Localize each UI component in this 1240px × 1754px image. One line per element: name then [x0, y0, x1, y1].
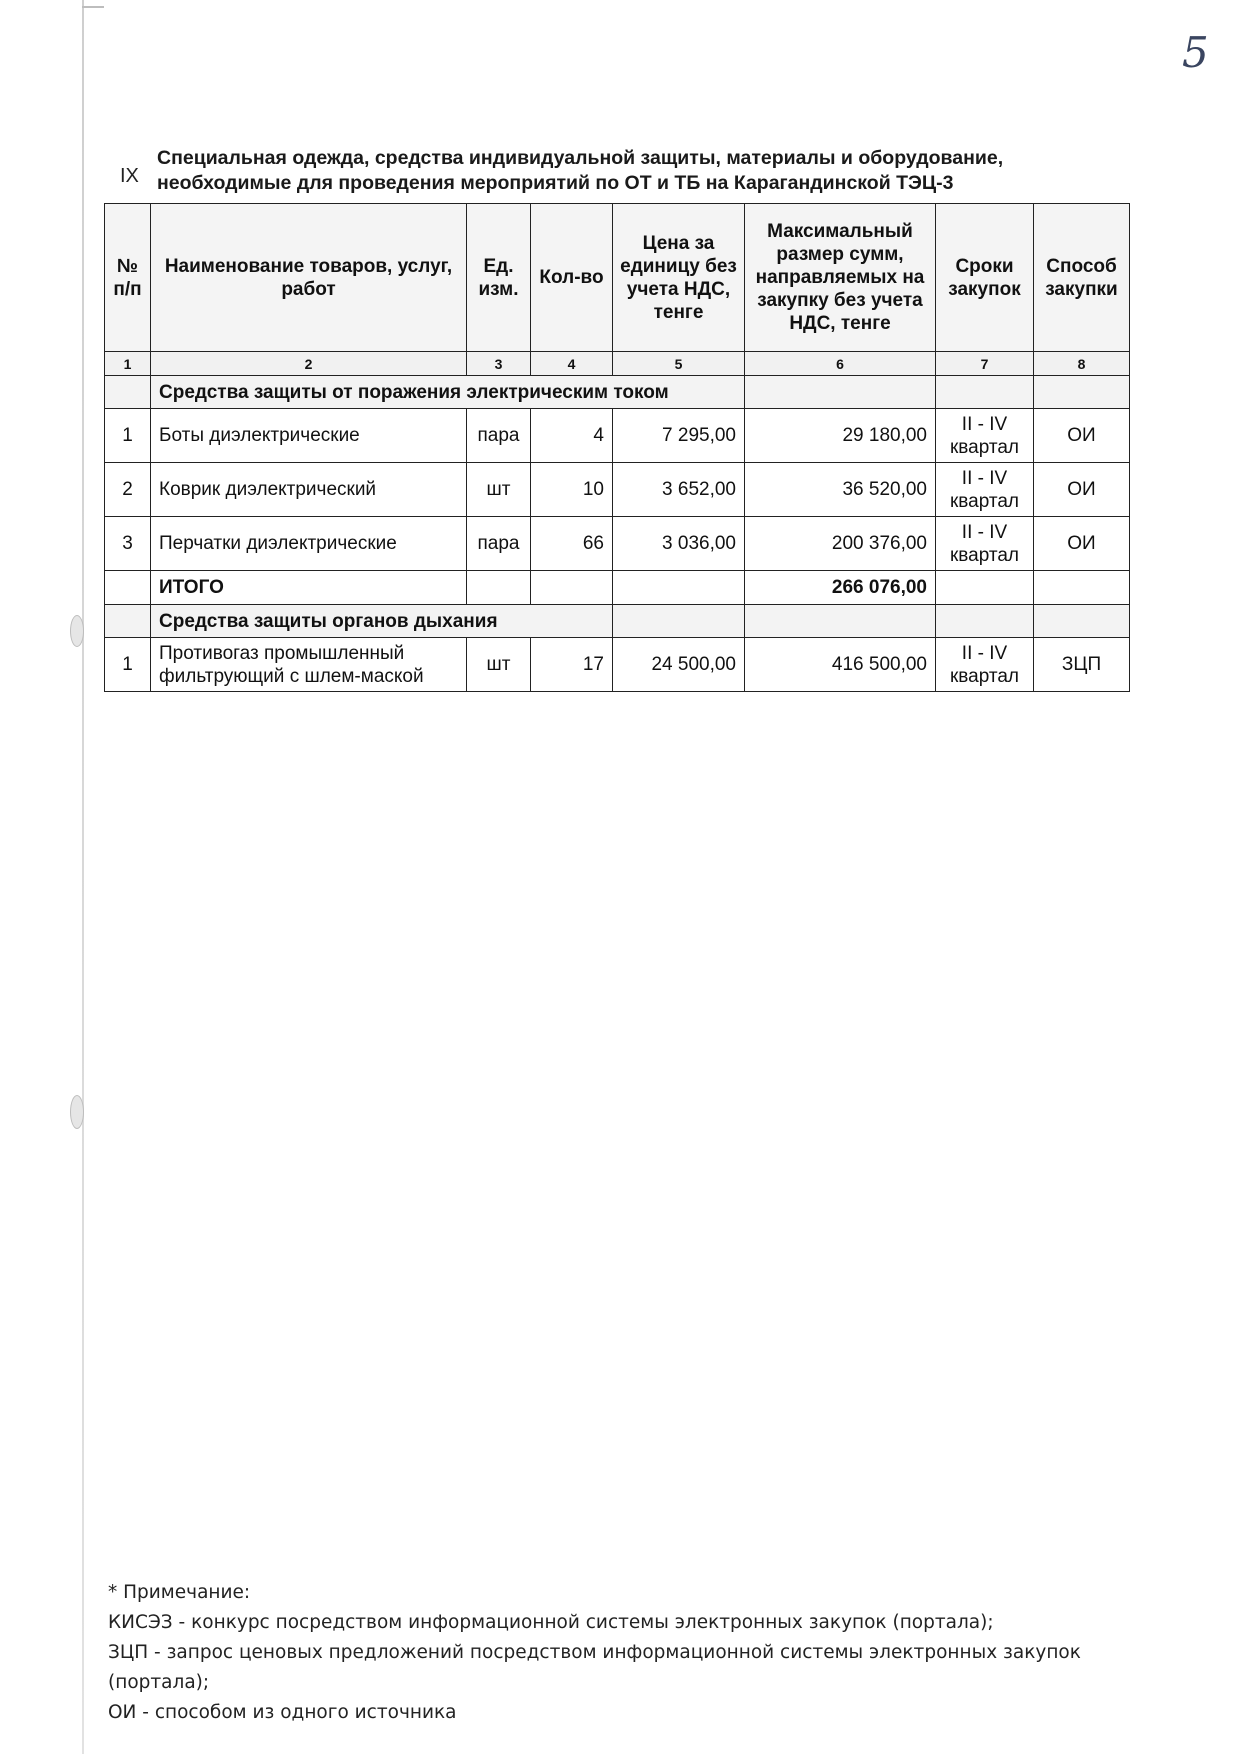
- category-title: Средства защиты от поражения электрическим током: [151, 376, 745, 409]
- cell-empty: [936, 571, 1034, 605]
- cell-empty: [467, 571, 531, 605]
- cell-num: 2: [105, 463, 151, 517]
- cell-empty: [936, 376, 1034, 409]
- cell-method: ОИ: [1034, 463, 1130, 517]
- column-number: 7: [936, 352, 1034, 376]
- cell-num: 1: [105, 409, 151, 463]
- cell-qty: 66: [531, 517, 613, 571]
- section-title-line: Специальная одежда, средства индивидуальной защиты, материалы и оборудование,: [157, 147, 1004, 169]
- header-terms: Сроки закупок: [936, 204, 1034, 352]
- cell-num: 1: [105, 638, 151, 692]
- cell-empty: [936, 605, 1034, 638]
- table-row: [105, 517, 1130, 571]
- category-title: Средства защиты органов дыхания: [151, 605, 613, 638]
- cell-sum: 416 500,00: [745, 638, 936, 692]
- binding-edge-top: [82, 6, 104, 8]
- category-row: [105, 376, 1130, 409]
- total-value: 266 076,00: [745, 571, 936, 605]
- footnote-line: ОИ - способом из одного источника: [108, 1702, 457, 1723]
- cell-empty: [745, 376, 936, 409]
- cell-terms-line: II - IV: [961, 467, 1008, 489]
- cell-name: Боты диэлектрические: [151, 409, 467, 463]
- cell-name: Коврик диэлектрический: [151, 463, 467, 517]
- column-number: 1: [105, 352, 151, 376]
- section-title-line: необходимые для проведения мероприятий по ОТ и ТБ на Карагандинской ТЭЦ-3: [157, 172, 954, 194]
- footnote-heading: * Примечание:: [108, 1582, 251, 1603]
- procurement-table: [104, 203, 1130, 692]
- cell-method: ОИ: [1034, 517, 1130, 571]
- cell-unit: шт: [467, 463, 531, 517]
- cell-price: 3 652,00: [613, 463, 745, 517]
- footnote-line: ЗЦП - запрос ценовых предложений посредством информационной системы электронных закупок: [108, 1642, 1081, 1663]
- cell-empty: [105, 376, 151, 409]
- header-price: Цена за единицу без учета НДС, тенге: [613, 204, 745, 352]
- cell-qty: 10: [531, 463, 613, 517]
- column-number: 6: [745, 352, 936, 376]
- column-number: 5: [613, 352, 745, 376]
- cell-terms-line: квартал: [949, 544, 1020, 566]
- cell-num: 3: [105, 517, 151, 571]
- cell-qty: 17: [531, 638, 613, 692]
- cell-empty: [105, 571, 151, 605]
- category-row: [105, 605, 1130, 638]
- cell-name-line: Противогаз промышленный: [159, 642, 405, 664]
- cell-empty: [613, 571, 745, 605]
- cell-empty: [1034, 376, 1130, 409]
- cell-terms: [936, 638, 1034, 692]
- cell-name: [151, 638, 467, 692]
- cell-empty: [531, 571, 613, 605]
- table-row: [105, 409, 1130, 463]
- punch-hole: [70, 1095, 84, 1129]
- handwritten-page-number: 5: [1182, 28, 1209, 77]
- table-header-row: [105, 204, 1130, 352]
- cell-price: 24 500,00: [613, 638, 745, 692]
- cell-terms: [936, 517, 1034, 571]
- footnote-line: КИСЭЗ - конкурс посредством информационной системы электронных закупок (портала);: [108, 1612, 994, 1633]
- cell-unit: шт: [467, 638, 531, 692]
- punch-hole: [70, 615, 84, 647]
- column-number: 4: [531, 352, 613, 376]
- cell-empty: [1034, 571, 1130, 605]
- total-label: ИТОГО: [151, 571, 467, 605]
- table-row: [105, 638, 1130, 692]
- cell-terms-line: II - IV: [961, 413, 1008, 435]
- header-unit: Ед. изм.: [467, 204, 531, 352]
- header-max-sum: Максимальный размер сумм, направляемых на закупку без учета НДС, тенге: [745, 204, 936, 352]
- cell-empty: [105, 605, 151, 638]
- header-name: Наименование товаров, услуг, работ: [151, 204, 467, 352]
- cell-terms: [936, 409, 1034, 463]
- binding-edge: [82, 0, 84, 1754]
- section-title: [157, 146, 1117, 196]
- cell-terms-line: квартал: [949, 665, 1020, 687]
- cell-sum: 36 520,00: [745, 463, 936, 517]
- cell-terms: [936, 463, 1034, 517]
- cell-name-line: фильтрующий с шлем-маской: [159, 665, 424, 687]
- header-qty: Кол-во: [531, 204, 613, 352]
- footnote: [108, 1578, 1108, 1728]
- cell-unit: пара: [467, 409, 531, 463]
- cell-terms-line: квартал: [949, 436, 1020, 458]
- cell-empty: [1034, 605, 1130, 638]
- cell-terms-line: II - IV: [961, 642, 1008, 664]
- cell-sum: 200 376,00: [745, 517, 936, 571]
- cell-price: 3 036,00: [613, 517, 745, 571]
- cell-unit: пара: [467, 517, 531, 571]
- cell-method: ОИ: [1034, 409, 1130, 463]
- cell-terms-line: квартал: [949, 490, 1020, 512]
- total-row: [105, 571, 1130, 605]
- column-number: 2: [151, 352, 467, 376]
- table-row: [105, 463, 1130, 517]
- cell-empty: [745, 605, 936, 638]
- section-number: IX: [120, 165, 139, 187]
- cell-price: 7 295,00: [613, 409, 745, 463]
- cell-method: ЗЦП: [1034, 638, 1130, 692]
- column-number-row: [105, 352, 1130, 376]
- cell-name: Перчатки диэлектрические: [151, 517, 467, 571]
- column-number: 8: [1034, 352, 1130, 376]
- cell-empty: [613, 605, 745, 638]
- footnote-line: (портала);: [108, 1672, 210, 1693]
- column-number: 3: [467, 352, 531, 376]
- cell-terms-line: II - IV: [961, 521, 1008, 543]
- header-method: Способ закупки: [1034, 204, 1130, 352]
- cell-qty: 4: [531, 409, 613, 463]
- header-num: № п/п: [105, 204, 151, 352]
- cell-sum: 29 180,00: [745, 409, 936, 463]
